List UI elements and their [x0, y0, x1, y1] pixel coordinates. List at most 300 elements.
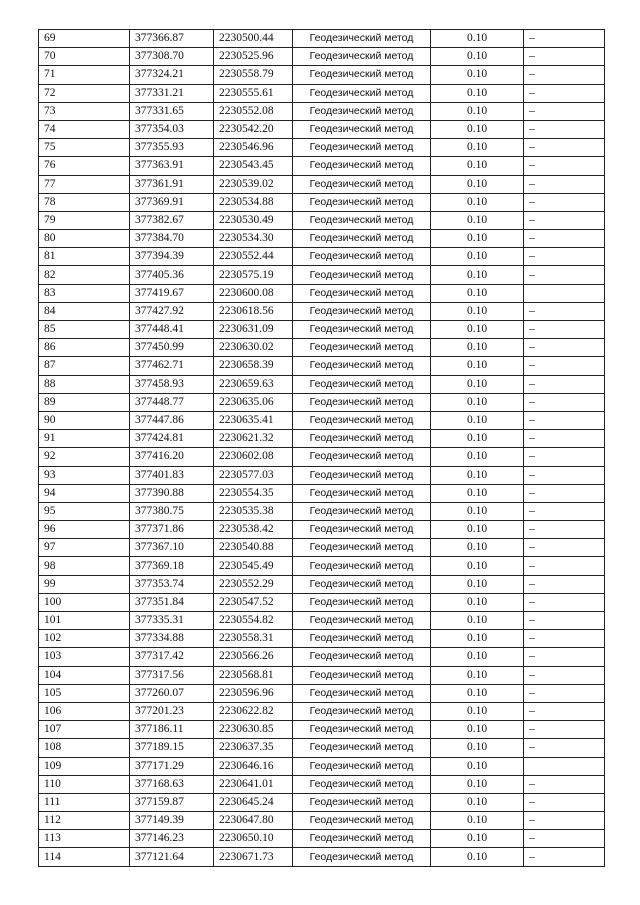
method-cell: Геодезический метод — [293, 630, 431, 648]
document-page — [38, 29, 602, 867]
y-coordinate-cell: 2230646.16 — [214, 757, 293, 775]
precision-cell: 0.10 — [431, 848, 524, 866]
table-row — [39, 539, 605, 557]
description-cell: – — [524, 102, 605, 120]
method-cell: Геодезический метод — [293, 721, 431, 739]
precision-cell: 0.10 — [431, 84, 524, 102]
table-row — [39, 830, 605, 848]
table-row — [39, 448, 605, 466]
table-row — [39, 666, 605, 684]
description-cell: – — [524, 120, 605, 138]
method-cell: Геодезический метод — [293, 302, 431, 320]
point-number-cell: 111 — [39, 793, 130, 811]
point-number-cell: 101 — [39, 612, 130, 630]
description-cell: – — [524, 684, 605, 702]
table-row — [39, 102, 605, 120]
point-number-cell: 96 — [39, 521, 130, 539]
point-number-cell: 102 — [39, 630, 130, 648]
table-row — [39, 739, 605, 757]
method-cell: Геодезический метод — [293, 284, 431, 302]
table-row — [39, 393, 605, 411]
precision-cell: 0.10 — [431, 739, 524, 757]
y-coordinate-cell: 2230575.19 — [214, 266, 293, 284]
x-coordinate-cell: 377416.20 — [130, 448, 214, 466]
table-row — [39, 430, 605, 448]
y-coordinate-cell: 2230671.73 — [214, 848, 293, 866]
x-coordinate-cell: 377361.91 — [130, 175, 214, 193]
point-number-cell: 109 — [39, 757, 130, 775]
method-cell: Геодезический метод — [293, 502, 431, 520]
x-coordinate-cell: 377334.88 — [130, 630, 214, 648]
table-row — [39, 211, 605, 229]
description-cell: – — [524, 648, 605, 666]
table-row — [39, 484, 605, 502]
description-cell: – — [524, 357, 605, 375]
y-coordinate-cell: 2230618.56 — [214, 302, 293, 320]
description-cell: – — [524, 193, 605, 211]
table-row — [39, 48, 605, 66]
method-cell: Геодезический метод — [293, 830, 431, 848]
description-cell — [524, 284, 605, 302]
precision-cell: 0.10 — [431, 393, 524, 411]
description-cell: – — [524, 48, 605, 66]
table-row — [39, 557, 605, 575]
y-coordinate-cell: 2230538.42 — [214, 521, 293, 539]
precision-cell: 0.10 — [431, 593, 524, 611]
point-number-cell: 71 — [39, 66, 130, 84]
precision-cell: 0.10 — [431, 175, 524, 193]
description-cell: – — [524, 793, 605, 811]
y-coordinate-cell: 2230635.06 — [214, 393, 293, 411]
method-cell: Геодезический метод — [293, 812, 431, 830]
method-cell: Геодезический метод — [293, 66, 431, 84]
precision-cell: 0.10 — [431, 248, 524, 266]
precision-cell: 0.10 — [431, 793, 524, 811]
description-cell: – — [524, 612, 605, 630]
x-coordinate-cell: 377159.87 — [130, 793, 214, 811]
method-cell: Геодезический метод — [293, 393, 431, 411]
point-number-cell: 106 — [39, 702, 130, 720]
precision-cell: 0.10 — [431, 630, 524, 648]
method-cell: Геодезический метод — [293, 211, 431, 229]
x-coordinate-cell: 377189.15 — [130, 739, 214, 757]
point-number-cell: 112 — [39, 812, 130, 830]
point-number-cell: 94 — [39, 484, 130, 502]
point-number-cell: 91 — [39, 430, 130, 448]
x-coordinate-cell: 377369.18 — [130, 557, 214, 575]
description-cell: – — [524, 557, 605, 575]
y-coordinate-cell: 2230546.96 — [214, 139, 293, 157]
description-cell: – — [524, 739, 605, 757]
method-cell: Геодезический метод — [293, 793, 431, 811]
description-cell: – — [524, 30, 605, 48]
point-number-cell: 90 — [39, 411, 130, 429]
description-cell: – — [524, 230, 605, 248]
precision-cell: 0.10 — [431, 721, 524, 739]
method-cell: Геодезический метод — [293, 230, 431, 248]
method-cell: Геодезический метод — [293, 575, 431, 593]
y-coordinate-cell: 2230542.20 — [214, 120, 293, 138]
table-row — [39, 612, 605, 630]
method-cell: Геодезический метод — [293, 120, 431, 138]
y-coordinate-cell: 2230539.02 — [214, 175, 293, 193]
method-cell: Геодезический метод — [293, 612, 431, 630]
method-cell: Геодезический метод — [293, 684, 431, 702]
y-coordinate-cell: 2230534.30 — [214, 230, 293, 248]
x-coordinate-cell: 377335.31 — [130, 612, 214, 630]
method-cell: Геодезический метод — [293, 466, 431, 484]
x-coordinate-cell: 377382.67 — [130, 211, 214, 229]
description-cell: – — [524, 66, 605, 84]
table-row — [39, 848, 605, 866]
method-cell: Геодезический метод — [293, 448, 431, 466]
table-row — [39, 120, 605, 138]
precision-cell: 0.10 — [431, 339, 524, 357]
coordinates-table — [38, 29, 605, 867]
point-number-cell: 86 — [39, 339, 130, 357]
y-coordinate-cell: 2230568.81 — [214, 666, 293, 684]
point-number-cell: 76 — [39, 157, 130, 175]
table-row — [39, 193, 605, 211]
method-cell: Геодезический метод — [293, 484, 431, 502]
y-coordinate-cell: 2230535.38 — [214, 502, 293, 520]
description-cell: – — [524, 830, 605, 848]
point-number-cell: 82 — [39, 266, 130, 284]
y-coordinate-cell: 2230540.88 — [214, 539, 293, 557]
point-number-cell: 69 — [39, 30, 130, 48]
description-cell: – — [524, 266, 605, 284]
table-row — [39, 793, 605, 811]
method-cell: Геодезический метод — [293, 375, 431, 393]
point-number-cell: 110 — [39, 775, 130, 793]
table-row — [39, 593, 605, 611]
precision-cell: 0.10 — [431, 448, 524, 466]
method-cell: Геодезический метод — [293, 411, 431, 429]
x-coordinate-cell: 377419.67 — [130, 284, 214, 302]
x-coordinate-cell: 377260.07 — [130, 684, 214, 702]
point-number-cell: 113 — [39, 830, 130, 848]
x-coordinate-cell: 377121.64 — [130, 848, 214, 866]
precision-cell: 0.10 — [431, 575, 524, 593]
method-cell: Геодезический метод — [293, 593, 431, 611]
precision-cell: 0.10 — [431, 702, 524, 720]
x-coordinate-cell: 377186.11 — [130, 721, 214, 739]
description-cell: – — [524, 521, 605, 539]
precision-cell: 0.10 — [431, 302, 524, 320]
y-coordinate-cell: 2230554.35 — [214, 484, 293, 502]
method-cell: Геодезический метод — [293, 102, 431, 120]
x-coordinate-cell: 377149.39 — [130, 812, 214, 830]
point-number-cell: 88 — [39, 375, 130, 393]
precision-cell: 0.10 — [431, 157, 524, 175]
table-row — [39, 175, 605, 193]
point-number-cell: 81 — [39, 248, 130, 266]
y-coordinate-cell: 2230525.96 — [214, 48, 293, 66]
precision-cell: 0.10 — [431, 684, 524, 702]
description-cell: – — [524, 466, 605, 484]
x-coordinate-cell: 377354.03 — [130, 120, 214, 138]
table-row — [39, 321, 605, 339]
precision-cell: 0.10 — [431, 830, 524, 848]
precision-cell: 0.10 — [431, 357, 524, 375]
description-cell: – — [524, 484, 605, 502]
x-coordinate-cell: 377458.93 — [130, 375, 214, 393]
method-cell: Геодезический метод — [293, 30, 431, 48]
description-cell: – — [524, 630, 605, 648]
method-cell: Геодезический метод — [293, 739, 431, 757]
y-coordinate-cell: 2230554.82 — [214, 612, 293, 630]
method-cell: Геодезический метод — [293, 521, 431, 539]
description-cell: – — [524, 248, 605, 266]
description-cell: – — [524, 175, 605, 193]
point-number-cell: 73 — [39, 102, 130, 120]
point-number-cell: 97 — [39, 539, 130, 557]
table-row — [39, 357, 605, 375]
y-coordinate-cell: 2230530.49 — [214, 211, 293, 229]
description-cell: – — [524, 321, 605, 339]
point-number-cell: 70 — [39, 48, 130, 66]
method-cell: Геодезический метод — [293, 48, 431, 66]
precision-cell: 0.10 — [431, 211, 524, 229]
table-row — [39, 375, 605, 393]
x-coordinate-cell: 377427.92 — [130, 302, 214, 320]
x-coordinate-cell: 377317.56 — [130, 666, 214, 684]
table-row — [39, 630, 605, 648]
table-row — [39, 139, 605, 157]
precision-cell: 0.10 — [431, 812, 524, 830]
description-cell: – — [524, 848, 605, 866]
table-row — [39, 30, 605, 48]
y-coordinate-cell: 2230534.88 — [214, 193, 293, 211]
y-coordinate-cell: 2230659.63 — [214, 375, 293, 393]
method-cell: Геодезический метод — [293, 702, 431, 720]
y-coordinate-cell: 2230647.80 — [214, 812, 293, 830]
table-row — [39, 284, 605, 302]
x-coordinate-cell: 377384.70 — [130, 230, 214, 248]
precision-cell: 0.10 — [431, 139, 524, 157]
method-cell: Геодезический метод — [293, 139, 431, 157]
precision-cell: 0.10 — [431, 557, 524, 575]
method-cell: Геодезический метод — [293, 775, 431, 793]
y-coordinate-cell: 2230658.39 — [214, 357, 293, 375]
description-cell: – — [524, 702, 605, 720]
precision-cell: 0.10 — [431, 321, 524, 339]
description-cell: – — [524, 157, 605, 175]
x-coordinate-cell: 377351.84 — [130, 593, 214, 611]
x-coordinate-cell: 377394.39 — [130, 248, 214, 266]
description-cell: – — [524, 411, 605, 429]
y-coordinate-cell: 2230602.08 — [214, 448, 293, 466]
y-coordinate-cell: 2230558.31 — [214, 630, 293, 648]
point-number-cell: 99 — [39, 575, 130, 593]
method-cell: Геодезический метод — [293, 848, 431, 866]
method-cell: Геодезический метод — [293, 321, 431, 339]
point-number-cell: 95 — [39, 502, 130, 520]
y-coordinate-cell: 2230552.29 — [214, 575, 293, 593]
table-row — [39, 248, 605, 266]
table-row — [39, 339, 605, 357]
precision-cell: 0.10 — [431, 66, 524, 84]
y-coordinate-cell: 2230631.09 — [214, 321, 293, 339]
x-coordinate-cell: 377168.63 — [130, 775, 214, 793]
method-cell: Геодезический метод — [293, 248, 431, 266]
point-number-cell: 85 — [39, 321, 130, 339]
table-row — [39, 411, 605, 429]
precision-cell: 0.10 — [431, 230, 524, 248]
y-coordinate-cell: 2230641.01 — [214, 775, 293, 793]
x-coordinate-cell: 377448.41 — [130, 321, 214, 339]
x-coordinate-cell: 377331.21 — [130, 84, 214, 102]
point-number-cell: 77 — [39, 175, 130, 193]
point-number-cell: 104 — [39, 666, 130, 684]
x-coordinate-cell: 377447.86 — [130, 411, 214, 429]
precision-cell: 0.10 — [431, 48, 524, 66]
table-row — [39, 812, 605, 830]
description-cell: – — [524, 430, 605, 448]
x-coordinate-cell: 377401.83 — [130, 466, 214, 484]
method-cell: Геодезический метод — [293, 193, 431, 211]
y-coordinate-cell: 2230622.82 — [214, 702, 293, 720]
description-cell: – — [524, 393, 605, 411]
description-cell: – — [524, 812, 605, 830]
method-cell: Геодезический метод — [293, 339, 431, 357]
y-coordinate-cell: 2230645.24 — [214, 793, 293, 811]
x-coordinate-cell: 377367.10 — [130, 539, 214, 557]
y-coordinate-cell: 2230637.35 — [214, 739, 293, 757]
coordinates-table-body — [39, 30, 605, 867]
table-row — [39, 521, 605, 539]
y-coordinate-cell: 2230558.79 — [214, 66, 293, 84]
y-coordinate-cell: 2230650.10 — [214, 830, 293, 848]
precision-cell: 0.10 — [431, 539, 524, 557]
precision-cell: 0.10 — [431, 411, 524, 429]
precision-cell: 0.10 — [431, 757, 524, 775]
x-coordinate-cell: 377146.23 — [130, 830, 214, 848]
precision-cell: 0.10 — [431, 375, 524, 393]
point-number-cell: 83 — [39, 284, 130, 302]
table-row — [39, 757, 605, 775]
method-cell: Геодезический метод — [293, 539, 431, 557]
precision-cell: 0.10 — [431, 466, 524, 484]
point-number-cell: 72 — [39, 84, 130, 102]
point-number-cell: 93 — [39, 466, 130, 484]
method-cell: Геодезический метод — [293, 157, 431, 175]
precision-cell: 0.10 — [431, 120, 524, 138]
y-coordinate-cell: 2230552.44 — [214, 248, 293, 266]
x-coordinate-cell: 377363.91 — [130, 157, 214, 175]
description-cell: – — [524, 139, 605, 157]
table-row — [39, 721, 605, 739]
description-cell: – — [524, 302, 605, 320]
y-coordinate-cell: 2230635.41 — [214, 411, 293, 429]
precision-cell: 0.10 — [431, 502, 524, 520]
precision-cell: 0.10 — [431, 284, 524, 302]
table-row — [39, 466, 605, 484]
x-coordinate-cell: 377390.88 — [130, 484, 214, 502]
description-cell: – — [524, 539, 605, 557]
x-coordinate-cell: 377405.36 — [130, 266, 214, 284]
x-coordinate-cell: 377331.65 — [130, 102, 214, 120]
description-cell: – — [524, 339, 605, 357]
point-number-cell: 108 — [39, 739, 130, 757]
point-number-cell: 103 — [39, 648, 130, 666]
x-coordinate-cell: 377366.87 — [130, 30, 214, 48]
y-coordinate-cell: 2230600.08 — [214, 284, 293, 302]
precision-cell: 0.10 — [431, 102, 524, 120]
description-cell: – — [524, 84, 605, 102]
y-coordinate-cell: 2230630.02 — [214, 339, 293, 357]
x-coordinate-cell: 377201.23 — [130, 702, 214, 720]
x-coordinate-cell: 377450.99 — [130, 339, 214, 357]
table-row — [39, 66, 605, 84]
y-coordinate-cell: 2230500.44 — [214, 30, 293, 48]
table-row — [39, 648, 605, 666]
precision-cell: 0.10 — [431, 775, 524, 793]
y-coordinate-cell: 2230547.52 — [214, 593, 293, 611]
precision-cell: 0.10 — [431, 666, 524, 684]
x-coordinate-cell: 377308.70 — [130, 48, 214, 66]
precision-cell: 0.10 — [431, 612, 524, 630]
description-cell: – — [524, 502, 605, 520]
x-coordinate-cell: 377171.29 — [130, 757, 214, 775]
y-coordinate-cell: 2230596.96 — [214, 684, 293, 702]
precision-cell: 0.10 — [431, 430, 524, 448]
table-row — [39, 230, 605, 248]
precision-cell: 0.10 — [431, 193, 524, 211]
x-coordinate-cell: 377355.93 — [130, 139, 214, 157]
y-coordinate-cell: 2230630.85 — [214, 721, 293, 739]
precision-cell: 0.10 — [431, 648, 524, 666]
precision-cell: 0.10 — [431, 266, 524, 284]
point-number-cell: 89 — [39, 393, 130, 411]
point-number-cell: 92 — [39, 448, 130, 466]
point-number-cell: 84 — [39, 302, 130, 320]
method-cell: Геодезический метод — [293, 557, 431, 575]
point-number-cell: 79 — [39, 211, 130, 229]
x-coordinate-cell: 377424.81 — [130, 430, 214, 448]
x-coordinate-cell: 377371.86 — [130, 521, 214, 539]
table-row — [39, 702, 605, 720]
method-cell: Геодезический метод — [293, 757, 431, 775]
x-coordinate-cell: 377324.21 — [130, 66, 214, 84]
description-cell: – — [524, 775, 605, 793]
description-cell: – — [524, 666, 605, 684]
x-coordinate-cell: 377448.77 — [130, 393, 214, 411]
point-number-cell: 80 — [39, 230, 130, 248]
x-coordinate-cell: 377380.75 — [130, 502, 214, 520]
point-number-cell: 78 — [39, 193, 130, 211]
table-row — [39, 502, 605, 520]
method-cell: Геодезический метод — [293, 266, 431, 284]
point-number-cell: 105 — [39, 684, 130, 702]
x-coordinate-cell: 377369.91 — [130, 193, 214, 211]
table-row — [39, 775, 605, 793]
table-row — [39, 157, 605, 175]
point-number-cell: 114 — [39, 848, 130, 866]
precision-cell: 0.10 — [431, 521, 524, 539]
description-cell: – — [524, 721, 605, 739]
method-cell: Геодезический метод — [293, 666, 431, 684]
x-coordinate-cell: 377462.71 — [130, 357, 214, 375]
y-coordinate-cell: 2230543.45 — [214, 157, 293, 175]
method-cell: Геодезический метод — [293, 175, 431, 193]
table-row — [39, 302, 605, 320]
point-number-cell: 100 — [39, 593, 130, 611]
y-coordinate-cell: 2230545.49 — [214, 557, 293, 575]
method-cell: Геодезический метод — [293, 84, 431, 102]
table-row — [39, 266, 605, 284]
table-row — [39, 84, 605, 102]
